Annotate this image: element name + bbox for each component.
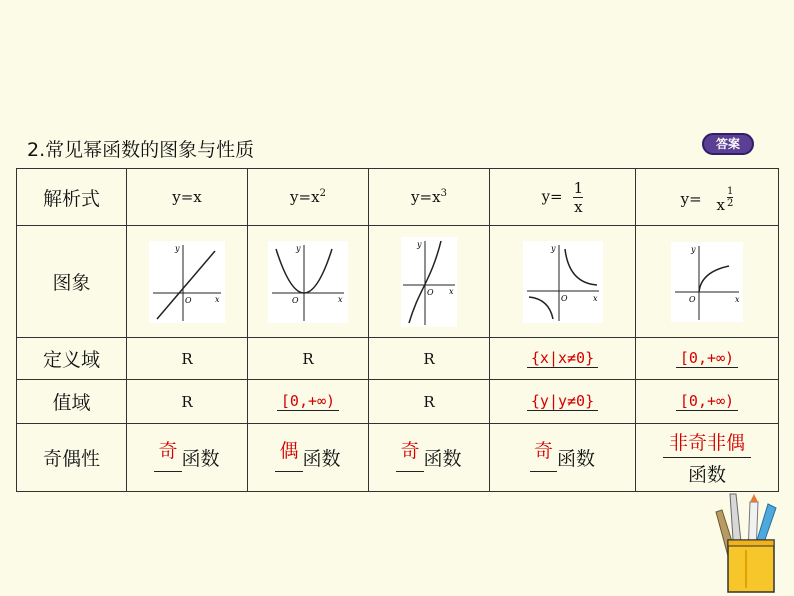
exponent-denominator: 2 bbox=[726, 197, 734, 209]
domain-cell-2 bbox=[248, 338, 369, 380]
graph-sqrt bbox=[671, 242, 743, 322]
origin-label: O bbox=[560, 293, 568, 303]
domain-value: R bbox=[181, 349, 193, 368]
graph-cell-2 bbox=[248, 226, 369, 338]
y-axis-label: y bbox=[550, 243, 556, 253]
answer-blank bbox=[530, 439, 557, 472]
range-value: R bbox=[181, 392, 193, 411]
y-axis-label: y bbox=[175, 243, 180, 253]
x-axis-label: x bbox=[449, 286, 454, 296]
answer-blank bbox=[527, 349, 598, 368]
power-function-table bbox=[16, 168, 779, 492]
row-label-graph: 图象 bbox=[17, 226, 127, 338]
graph-linear bbox=[149, 241, 225, 323]
fraction-numerator: 1 bbox=[573, 178, 584, 197]
exponent-numerator: 1 bbox=[726, 185, 734, 197]
formula-cell-1 bbox=[127, 169, 248, 226]
graph-row bbox=[17, 226, 779, 338]
graph-cell-4 bbox=[490, 226, 636, 338]
formula-cell-2 bbox=[248, 169, 369, 226]
graph-reciprocal bbox=[523, 241, 603, 323]
fraction bbox=[573, 179, 583, 216]
formula-text: y=x bbox=[290, 188, 320, 206]
exponent-fraction bbox=[727, 186, 733, 209]
domain-cell-3 bbox=[369, 338, 490, 380]
parity-answer: 非奇非偶 bbox=[668, 432, 745, 454]
formula-text: y=x bbox=[411, 188, 441, 206]
range-cell-1 bbox=[127, 380, 248, 424]
answer-button[interactable]: 答案 bbox=[702, 133, 754, 155]
origin-label: O bbox=[292, 295, 299, 305]
function-suffix: 函数 bbox=[423, 447, 462, 470]
graph-cell-5 bbox=[636, 226, 779, 338]
domain-value: R bbox=[302, 349, 314, 368]
domain-answer: [0,+∞) bbox=[679, 349, 735, 367]
domain-cell-5 bbox=[636, 338, 779, 380]
domain-value: R bbox=[423, 349, 435, 368]
parity-answer: 偶 bbox=[279, 439, 299, 462]
formula-text: y=x bbox=[172, 188, 202, 206]
answer-blank bbox=[676, 392, 738, 411]
range-answer: [0,+∞) bbox=[280, 392, 336, 410]
parity-answer: 奇 bbox=[533, 439, 553, 462]
graph-quadratic bbox=[268, 241, 348, 323]
range-value: R bbox=[423, 392, 435, 411]
range-row bbox=[17, 380, 779, 424]
origin-label: O bbox=[427, 287, 434, 297]
range-answer: [0,+∞) bbox=[679, 392, 735, 410]
graph-cell-3 bbox=[369, 226, 490, 338]
parity-cell-5 bbox=[636, 424, 779, 492]
y-axis-label: y bbox=[417, 239, 422, 249]
answer-blank bbox=[154, 439, 181, 472]
formula-text: y= bbox=[541, 187, 563, 205]
answer-blank bbox=[663, 428, 751, 458]
graph-cell-1 bbox=[127, 226, 248, 338]
formula-row bbox=[17, 169, 779, 226]
function-suffix: 函数 bbox=[557, 447, 596, 470]
row-label-parity: 奇偶性 bbox=[17, 424, 127, 492]
formula-base: x bbox=[716, 195, 725, 214]
parity-cell-3 bbox=[369, 424, 490, 492]
y-axis-label: y bbox=[691, 244, 696, 254]
domain-answer: {x|x≠0} bbox=[530, 349, 595, 367]
domain-cell-4 bbox=[490, 338, 636, 380]
range-cell-4 bbox=[490, 380, 636, 424]
row-label-formula: 解析式 bbox=[17, 169, 127, 226]
formula-exponent: 3 bbox=[440, 188, 447, 199]
origin-label: O bbox=[689, 294, 696, 304]
range-cell-3 bbox=[369, 380, 490, 424]
function-suffix: 函数 bbox=[181, 447, 220, 470]
answer-blank bbox=[396, 439, 423, 472]
origin-label: O bbox=[185, 295, 192, 305]
formula-text: y= bbox=[680, 189, 702, 208]
answer-blank bbox=[676, 349, 738, 368]
fraction-denominator: x bbox=[574, 197, 583, 216]
parity-cell-4 bbox=[490, 424, 636, 492]
parity-stack bbox=[663, 428, 751, 487]
parity-cell-2 bbox=[248, 424, 369, 492]
section-heading: 2.常见幂函数的图象与性质 bbox=[27, 139, 255, 161]
formula-cell-4 bbox=[490, 169, 636, 226]
function-suffix: 函数 bbox=[687, 464, 726, 486]
parity-answer: 奇 bbox=[400, 439, 420, 462]
range-cell-2 bbox=[248, 380, 369, 424]
answer-blank bbox=[277, 392, 339, 411]
row-label-range: 值域 bbox=[17, 380, 127, 424]
graph-cubic bbox=[401, 237, 457, 327]
answer-blank bbox=[275, 439, 302, 472]
x-axis-label: x bbox=[338, 294, 343, 304]
x-axis-label: x bbox=[592, 293, 598, 303]
parity-answer: 奇 bbox=[158, 439, 178, 462]
parity-row bbox=[17, 424, 779, 492]
formula-exponent: 2 bbox=[319, 188, 326, 199]
parity-cell-1 bbox=[127, 424, 248, 492]
formula-cell-3 bbox=[369, 169, 490, 226]
range-cell-5 bbox=[636, 380, 779, 424]
answer-blank bbox=[527, 392, 598, 411]
x-axis-label: x bbox=[215, 294, 220, 304]
x-axis-label: x bbox=[735, 294, 740, 304]
function-suffix: 函数 bbox=[302, 447, 341, 470]
formula-cell-5 bbox=[636, 169, 779, 226]
range-answer: {y|y≠0} bbox=[530, 392, 595, 410]
domain-row bbox=[17, 338, 779, 380]
y-axis-label: y bbox=[296, 243, 301, 253]
row-label-domain: 定义域 bbox=[17, 338, 127, 380]
pencil-cup-illustration bbox=[712, 492, 782, 594]
domain-cell-1 bbox=[127, 338, 248, 380]
